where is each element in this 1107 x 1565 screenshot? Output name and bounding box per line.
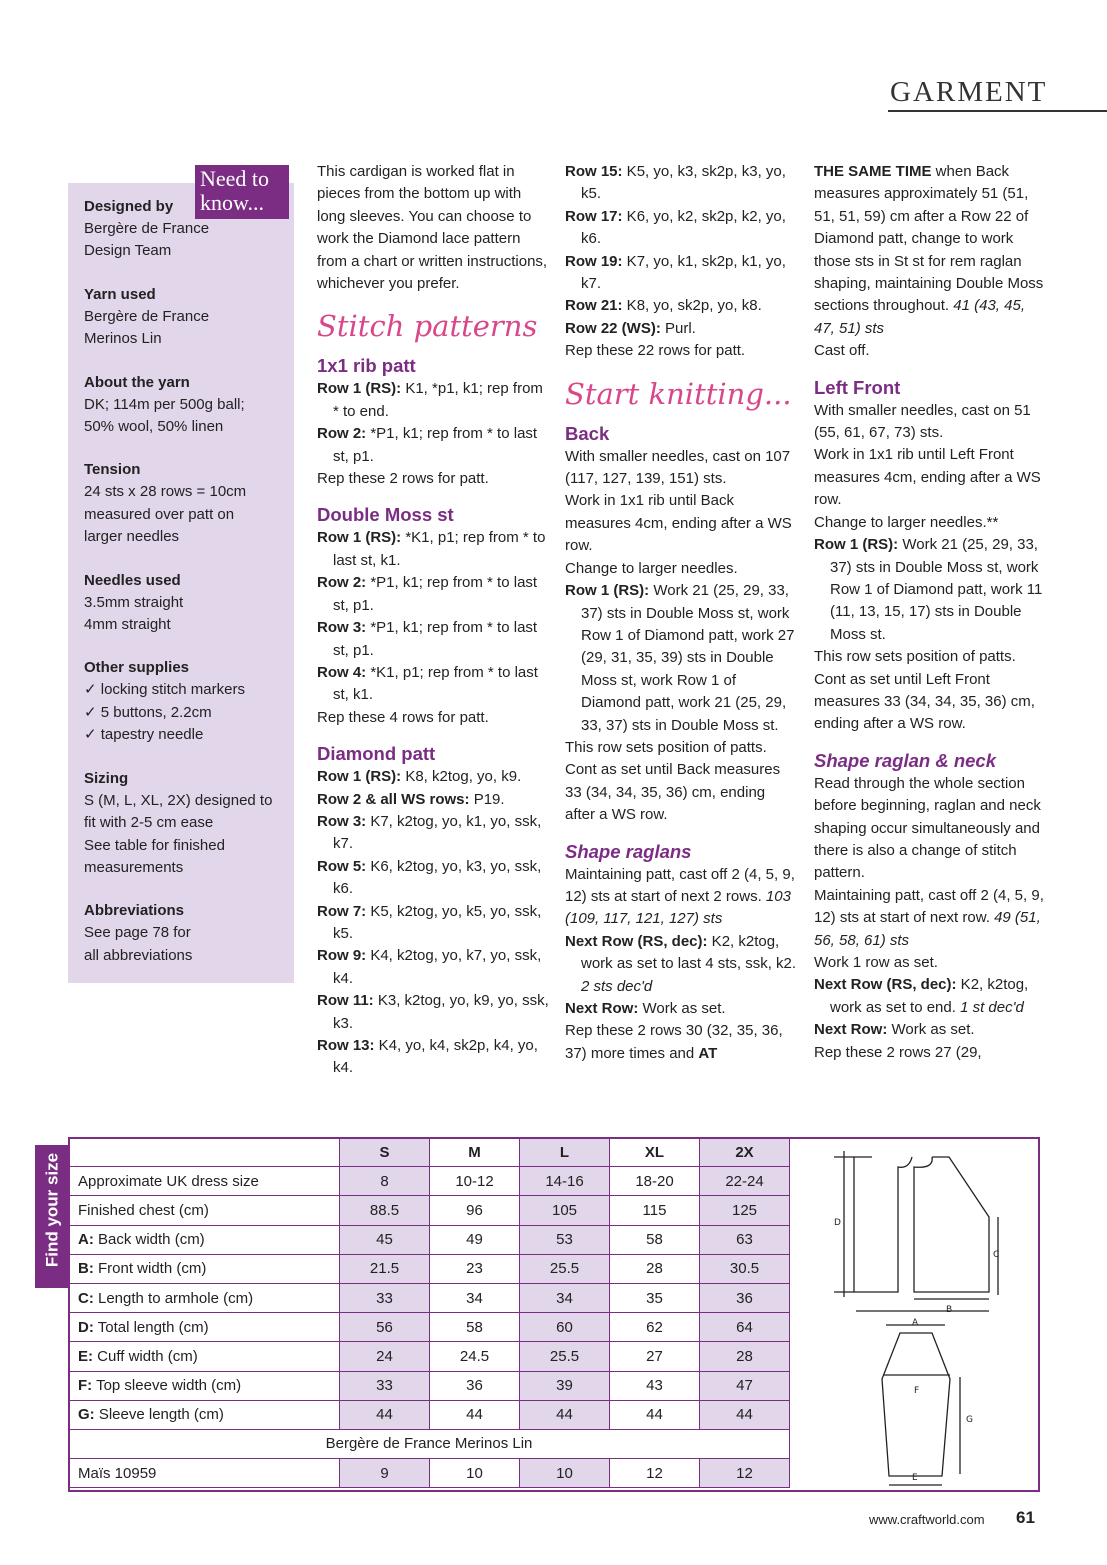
rib-repeat: Rep these 2 rows for patt. — [317, 470, 489, 488]
size-value: 30.5 — [700, 1254, 790, 1283]
yarn-balls: 10 — [430, 1459, 520, 1488]
need-to-know-line: Bergère de France — [84, 220, 210, 237]
diagram-label-c: C — [993, 1250, 1000, 1260]
row-label: F: Top sleeve width (cm) — [69, 1371, 340, 1400]
need-to-know-item — [84, 372, 289, 439]
footer-url[interactable]: www.craftworld.com — [869, 1512, 985, 1527]
size-value: 14-16 — [520, 1167, 610, 1196]
back-text-3: Change to larger needles. — [565, 559, 738, 577]
size-value: 23 — [430, 1254, 520, 1283]
need-to-know-line: 4mm straight — [84, 616, 171, 634]
dp-repeat: Rep these 22 rows for patt. — [565, 342, 746, 360]
dp-row-15: Row 15: K5, yo, k3, sk2p, k3, yo, k5. — [565, 163, 786, 203]
size-header: XL — [610, 1138, 700, 1167]
size-value: 34 — [430, 1283, 520, 1312]
size-value: 25.5 — [520, 1342, 610, 1371]
diagram-label-a: A — [912, 1318, 919, 1328]
need-to-know-label: Sizing — [84, 769, 129, 787]
size-value: 8 — [340, 1167, 430, 1196]
need-to-know-line: Design Team — [84, 242, 172, 260]
need-to-know-line: fit with 2-5 cm ease — [84, 814, 214, 832]
stitch-patterns-heading: Stitch patterns — [317, 309, 538, 344]
size-value: 62 — [610, 1313, 700, 1342]
need-to-know-line: measured over patt on — [84, 505, 235, 523]
raglan-text-1: Maintaining patt, cast off 2 (4, 5, 9, 12) sts at start of next 2 rows. 103 (109, 117, 121, 127) sts — [565, 865, 795, 928]
size-header: 2X — [700, 1138, 790, 1167]
dp-row-1: Row 1 (RS): K8, k2tog, yo, k9. — [317, 768, 522, 786]
size-value: 24 — [340, 1342, 430, 1371]
size-value: 18-20 — [610, 1167, 700, 1196]
size-value: 44 — [700, 1400, 790, 1429]
shape-raglans-heading: Shape raglans — [565, 840, 692, 862]
need-to-know-label: Designed by — [84, 198, 174, 215]
lf-text-1: With smaller needles, cast on 51 (55, 61, 67, 73) sts. — [814, 401, 1031, 442]
cast-off-text: Cast off. — [814, 342, 870, 360]
need-to-know-line: larger needles — [84, 528, 180, 546]
size-value: 36 — [430, 1371, 520, 1400]
dm-repeat: Rep these 4 rows for patt. — [317, 708, 489, 726]
size-header: M — [430, 1138, 520, 1167]
srn-next-row: Next Row: Work as set. — [814, 1021, 975, 1039]
dm-row-1: Row 1 (RS): *K1, p1; rep from * to last st, k1. — [317, 529, 546, 569]
back-text-2: Work in 1x1 rib until Back measures 4cm, ending after a WS row. — [565, 492, 792, 555]
dp-row-9: Row 9: K4, k2tog, yo, k7, yo, ssk, k4. — [317, 947, 542, 987]
lf-text-3: Change to larger needles.** — [814, 513, 999, 531]
need-to-know-item — [84, 570, 289, 637]
size-value: 24.5 — [430, 1342, 520, 1371]
page-number: 61 — [1016, 1508, 1035, 1527]
double-moss-heading: Double Moss st — [317, 504, 454, 526]
need-to-know-item — [84, 657, 289, 746]
size-value: 64 — [700, 1313, 790, 1342]
size-value: 27 — [610, 1342, 700, 1371]
rib-row-1: Row 1 (RS): K1, *p1, k1; rep from * to end. — [317, 380, 543, 420]
size-value: 33 — [340, 1283, 430, 1312]
need-to-know-badge: Need to know... — [195, 165, 289, 219]
size-value: 33 — [340, 1371, 430, 1400]
srn-text-3: Work 1 row as set. — [814, 954, 938, 971]
need-to-know-line: Merinos Lin — [84, 330, 162, 348]
size-value: 36 — [700, 1283, 790, 1312]
dp-row-21: Row 21: K8, yo, sk2p, yo, k8. — [565, 297, 762, 315]
need-to-know-item — [84, 196, 289, 263]
back-text-5: Cont as set until Back measures 33 (34, 34, 35, 36) cm, ending after a WS row. — [565, 761, 781, 824]
size-value: 39 — [520, 1371, 610, 1400]
diagram-label-d: D — [834, 1218, 841, 1228]
dp-row-13: Row 13: K4, yo, k4, sk2p, k4, yo, k4. — [317, 1037, 538, 1077]
diagram-label-e: E — [912, 1473, 918, 1483]
srn-text-1: Read through the whole section before beginning, raglan and neck shaping occur simultaneously and there is also a change of stitch pattern. — [814, 774, 1041, 882]
rib-row-2: Row 2: *P1, k1; rep from * to last st, p1. — [317, 425, 538, 465]
size-value: 105 — [520, 1196, 610, 1225]
size-value: 56 — [340, 1313, 430, 1342]
garment-schematic — [794, 1139, 1038, 1489]
size-value: 28 — [700, 1342, 790, 1371]
back-text-1: With smaller needles, cast on 107 (117, 127, 139, 151) sts. — [565, 447, 791, 488]
section-rule — [888, 110, 1107, 112]
column-1 — [317, 161, 549, 1080]
need-to-know-line: ✓ 5 buttons, 2.2cm — [84, 703, 212, 721]
row-label: Approximate UK dress size — [69, 1167, 340, 1196]
raglan-repeat: Rep these 2 rows 30 (32, 35, 36, 37) more times and AT — [565, 1022, 783, 1062]
size-value: 25.5 — [520, 1254, 610, 1283]
need-to-know-item — [84, 900, 289, 967]
shape-raglan-neck-heading: Shape raglan & neck — [814, 749, 996, 771]
size-value: 125 — [700, 1196, 790, 1225]
dm-row-3: Row 3: *P1, k1; rep from * to last st, p1. — [317, 619, 538, 659]
size-value: 44 — [430, 1400, 520, 1429]
need-to-know-line: 3.5mm straight — [84, 593, 184, 611]
back-text-4: This row sets position of patts. — [565, 738, 767, 756]
need-to-know-label: Needles used — [84, 571, 181, 589]
dm-row-4: Row 4: *K1, p1; rep from * to last st, k1. — [317, 663, 538, 704]
size-value: 21.5 — [340, 1254, 430, 1283]
need-to-know-list — [84, 196, 289, 988]
size-value: 43 — [610, 1371, 700, 1400]
size-value: 60 — [520, 1313, 610, 1342]
yarn-balls: 10 — [520, 1459, 610, 1488]
need-to-know-line: ✓ tapestry needle — [84, 726, 204, 744]
size-value: 58 — [430, 1313, 520, 1342]
row-label: B: Front width (cm) — [69, 1254, 340, 1283]
size-value: 45 — [340, 1225, 430, 1254]
row-label: D: Total length (cm) — [69, 1313, 340, 1342]
lf-text-5: Cont as set until Left Front measures 33 (34, 34, 35, 36) cm, ending after a WS row. — [814, 670, 1035, 733]
size-value: 88.5 — [340, 1196, 430, 1225]
need-to-know-line: 50% wool, 50% linen — [84, 418, 224, 436]
need-to-know-item — [84, 768, 289, 880]
raglan-next-row-dec: Next Row (RS, dec): K2, k2tog, work as set to last 4 sts, ssk, k2. 2 sts dec'd — [565, 932, 797, 995]
size-value: 63 — [700, 1225, 790, 1254]
diamond-heading: Diamond patt — [317, 743, 436, 765]
size-value: 44 — [610, 1400, 700, 1429]
need-to-know-line: all abbreviations — [84, 946, 193, 964]
need-to-know-line: Bergère de France — [84, 307, 210, 325]
row-label: G: Sleeve length (cm) — [69, 1400, 340, 1429]
need-to-know-line: ✓ locking stitch markers — [84, 681, 245, 699]
size-value: 28 — [610, 1254, 700, 1283]
need-to-know-line: See page 78 for — [84, 924, 191, 942]
dm-row-2: Row 2: *P1, k1; rep from * to last st, p1. — [317, 574, 538, 614]
size-value: 22-24 — [700, 1167, 790, 1196]
size-header: L — [520, 1138, 610, 1167]
yarn-balls: 12 — [610, 1459, 700, 1488]
dp-row-5: Row 5: K6, k2tog, yo, k3, yo, ssk, k6. — [317, 857, 542, 898]
size-header: S — [340, 1138, 430, 1167]
need-to-know-label: Other supplies — [84, 659, 190, 677]
row-label: E: Cuff width (cm) — [69, 1342, 340, 1371]
need-to-know-line: S (M, L, XL, 2X) designed to — [84, 791, 273, 809]
dp-row-7: Row 7: K5, k2tog, yo, k5, yo, ssk, k5. — [317, 902, 542, 942]
need-to-know-label: Tension — [84, 461, 141, 479]
raglan-next-row: Next Row: Work as set. — [565, 1000, 726, 1017]
column-2 — [565, 161, 797, 1065]
size-value: 53 — [520, 1225, 610, 1254]
dp-row-17: Row 17: K6, yo, k2, sk2p, k2, yo, k6. — [565, 207, 786, 248]
row-label: Finished chest (cm) — [69, 1196, 340, 1225]
rib-heading: 1x1 rib patt — [317, 355, 416, 377]
need-to-know-line: 24 sts x 28 rows = 10cm — [84, 483, 247, 501]
need-to-know-label: Abbreviations — [84, 902, 185, 920]
need-to-know-line: measurements — [84, 858, 184, 876]
find-your-size-tab: Find your size — [35, 1145, 69, 1288]
same-time-text: THE SAME TIME when Back measures approximately 51 (51, 51, 51, 59) cm after a Row 22 of Diamond patt, change to work those sts in St st for rem raglan shaping, maintaining Double Moss sections throughout. 41 (43, 45, 47, 51) sts — [814, 163, 1044, 337]
dp-row-22: Row 22 (WS): Purl. — [565, 319, 696, 337]
size-value: 44 — [340, 1400, 430, 1429]
need-to-know-item — [84, 284, 289, 351]
diagram-label-g: G — [966, 1415, 973, 1425]
yarn-shade-label: Maïs 10959 — [69, 1459, 340, 1488]
yarn-balls: 9 — [340, 1459, 430, 1488]
need-to-know-item — [84, 459, 289, 548]
need-to-know-label: About the yarn — [84, 373, 190, 391]
intro-text: This cardigan is worked flat in pieces from the bottom up with long sleeves. You can choose to work the Diamond lace pattern from a chart or written instructions, whichever you prefer. — [317, 163, 548, 293]
need-to-know-line: See table for finished — [84, 836, 225, 854]
diagram-label-b: B — [946, 1305, 953, 1315]
size-value: 10-12 — [430, 1167, 520, 1196]
diagram-label-f: F — [914, 1386, 920, 1396]
size-value: 49 — [430, 1225, 520, 1254]
row-label: C: Length to armhole (cm) — [69, 1283, 340, 1312]
column-3 — [814, 161, 1046, 1064]
size-value: 58 — [610, 1225, 700, 1254]
dp-row-2: Row 2 & all WS rows: P19. — [317, 790, 505, 808]
start-knitting-heading: Start knitting... — [565, 376, 792, 411]
size-value: 44 — [520, 1400, 610, 1429]
lf-text-2: Work in 1x1 rib until Left Front measures 4cm, ending after a WS row. — [814, 446, 1041, 509]
dp-row-3: Row 3: K7, k2tog, yo, k1, yo, ssk, k7. — [317, 812, 542, 853]
srn-next-row-dec: Next Row (RS, dec): K2, k2tog, work as set to end. 1 st dec'd — [814, 976, 1029, 1016]
row-label: A: Back width (cm) — [69, 1225, 340, 1254]
need-to-know-label: Yarn used — [84, 285, 156, 303]
back-heading: Back — [565, 422, 610, 444]
need-to-know-line: DK; 114m per 500g ball; — [84, 395, 245, 413]
dp-row-19: Row 19: K7, yo, k1, sk2p, k1, yo, k7. — [565, 252, 786, 293]
size-value: 34 — [520, 1283, 610, 1312]
section-heading: GARMENT — [890, 76, 1048, 108]
lf-text-4: This row sets position of patts. — [814, 648, 1016, 666]
back-row-1: Row 1 (RS): Work 21 (25, 29, 33, 37) sts in Double Moss st, work Row 1 of Diamond patt, work 27 (29, 31, 35, 39) sts in Double Moss st, work Row 1 of Diamond patt, work 21 (25, 29, 33, 37) sts in Double Moss st. — [565, 582, 795, 734]
lf-row-1: Row 1 (RS): Work 21 (25, 29, 33, 37) sts in Double Moss st, work Row 1 of Diamond patt, work 11 (11, 13, 15, 17) sts in Double Moss st. — [814, 536, 1043, 643]
left-front-heading: Left Front — [814, 376, 901, 398]
size-value: 96 — [430, 1196, 520, 1225]
yarn-header: Bergère de France Merinos Lin — [69, 1429, 790, 1458]
yarn-balls: 12 — [700, 1459, 790, 1488]
size-value: 47 — [700, 1371, 790, 1400]
dp-row-11: Row 11: K3, k2tog, yo, k9, yo, ssk, k3. — [317, 992, 549, 1032]
size-value: 35 — [610, 1283, 700, 1312]
srn-repeat: Rep these 2 rows 27 (29, — [814, 1043, 982, 1061]
size-value: 115 — [610, 1196, 700, 1225]
srn-text-2: Maintaining patt, cast off 2 (4, 5, 9, 12) sts at start of next row. 49 (51, 56, 58, 61) sts — [814, 886, 1044, 949]
